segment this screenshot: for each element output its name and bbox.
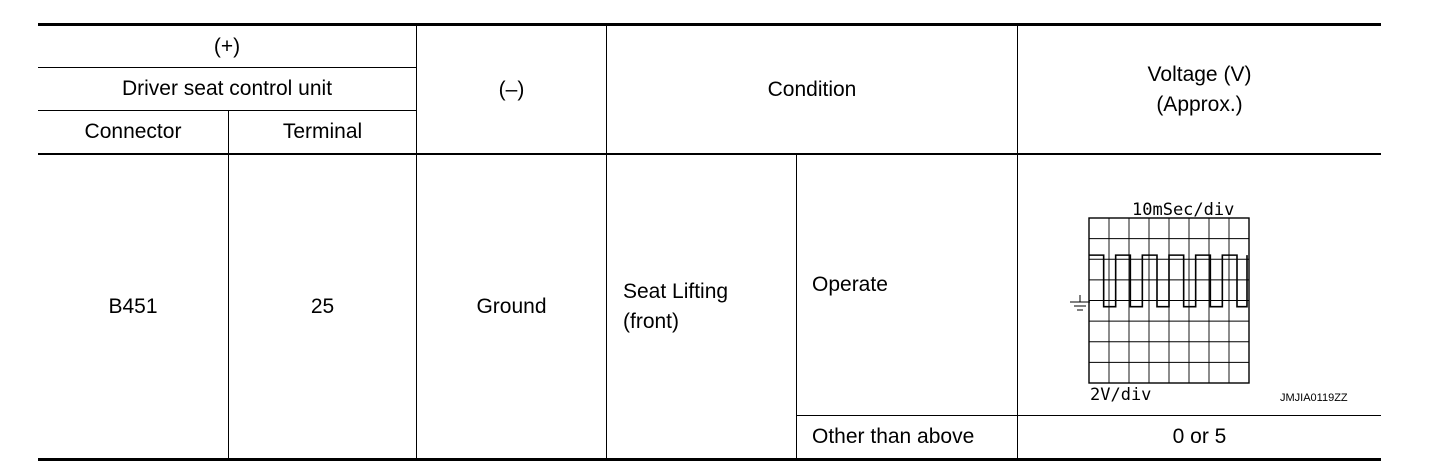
table-bottom-rule <box>38 458 1381 461</box>
cell-terminal: 25 <box>310 294 335 318</box>
header-voltage-line1: Voltage (V) <box>1147 62 1252 86</box>
header-plus: (+) <box>213 34 241 58</box>
cell-minus: Ground <box>476 294 547 318</box>
voltage-scale-label: 2V/div <box>1090 385 1152 405</box>
header-connector: Connector <box>84 120 182 143</box>
cell-condition <box>623 155 793 458</box>
header-voltage-line2: (Approx.) <box>1156 92 1243 116</box>
cell-state-operate: Operate <box>812 273 888 296</box>
cell-state-other: Other than above <box>812 425 975 448</box>
col-divider-condition <box>796 154 797 459</box>
condition-line1: Seat Lifting <box>623 279 729 303</box>
header-terminal: Terminal <box>282 120 363 143</box>
header-control-unit: Driver seat control unit <box>121 77 333 100</box>
ground-symbol-icon <box>1070 295 1090 310</box>
time-scale-label: 10mSec/div <box>1132 200 1235 220</box>
condition-line2: (front) <box>623 309 680 333</box>
header-minus: (–) <box>498 77 525 101</box>
cell-connector: B451 <box>108 294 158 318</box>
header-condition: Condition <box>767 77 857 101</box>
header-voltage <box>1018 26 1381 153</box>
figure-code: JMJIA0119ZZ <box>1280 392 1348 404</box>
waveform-figure <box>1060 190 1380 420</box>
square-wave-trace <box>1089 255 1247 307</box>
cell-value-other: 0 or 5 <box>1172 425 1227 448</box>
